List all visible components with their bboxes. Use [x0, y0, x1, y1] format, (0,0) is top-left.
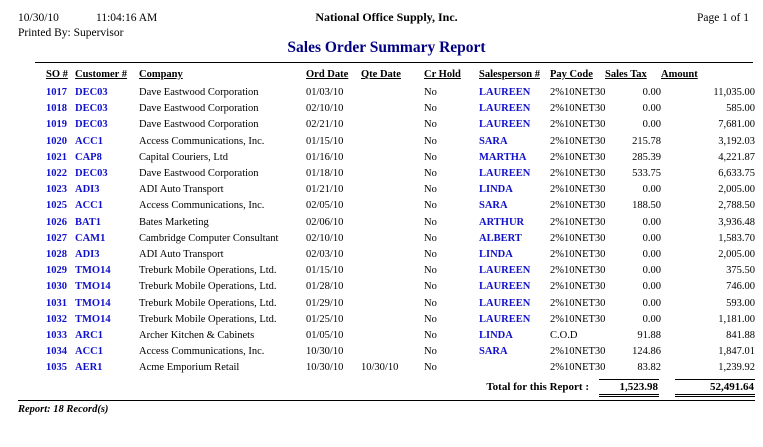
cell-company: Bates Marketing	[139, 216, 209, 228]
cell-pay-code: 2%10NET30	[550, 87, 605, 98]
cell-sales-tax: 533.75	[632, 168, 661, 180]
cell-customer: ACC1	[75, 135, 103, 147]
cell-salesperson: LAUREEN	[479, 265, 531, 277]
cell-so-number: 1033	[46, 330, 67, 342]
cell-sales-tax: 0.00	[642, 249, 661, 261]
cell-pay-code: C.O.D	[550, 330, 578, 342]
cell-salesperson: SARA	[479, 135, 508, 147]
cell-sales-tax: 0.00	[642, 281, 661, 293]
column-header-customer: Customer #	[75, 69, 128, 80]
cell-sales-tax: 0.00	[642, 232, 661, 244]
cell-so-number: 1023	[46, 184, 67, 196]
cell-salesperson: LAUREEN	[479, 119, 531, 131]
table-row	[46, 85, 755, 101]
table-row	[46, 134, 755, 150]
cell-pay-code: 2%10NET30	[550, 216, 605, 228]
cell-ord-date: 01/15/10	[306, 265, 344, 277]
cell-cr-hold: No	[424, 297, 437, 309]
cell-qte-date	[361, 296, 424, 312]
cell-pay-code: 2%10NET30	[550, 346, 605, 358]
table-row	[46, 117, 755, 133]
cell-cr-hold: No	[424, 249, 437, 261]
cell-cr-hold: No	[424, 103, 437, 115]
company-name: National Office Supply, Inc.	[315, 10, 458, 24]
cell-so-number: 1026	[46, 216, 67, 228]
cell-company: Treburk Mobile Operations, Ltd.	[139, 281, 277, 293]
cell-so-number: 1019	[46, 119, 67, 131]
report-date: 10/30/10	[18, 12, 59, 24]
column-header-pay-code: Pay Code	[550, 69, 593, 80]
cell-sales-tax: 0.00	[642, 265, 661, 277]
table-row	[46, 231, 755, 247]
cell-salesperson: LAUREEN	[479, 103, 531, 115]
cell-customer: DEC03	[75, 168, 108, 180]
cell-so-number: 1017	[46, 87, 67, 98]
cell-so-number: 1022	[46, 168, 67, 180]
cell-company: Access Communications, Inc.	[139, 346, 265, 358]
cell-cr-hold: No	[424, 200, 437, 212]
cell-cr-hold: No	[424, 362, 437, 374]
report-totals-row	[18, 379, 755, 397]
cell-qte-date	[361, 85, 424, 101]
cell-qte-date	[361, 215, 424, 231]
cell-so-number: 1031	[46, 297, 67, 309]
cell-pay-code: 2%10NET30	[550, 232, 605, 244]
cell-sales-tax: 0.00	[642, 313, 661, 325]
cell-so-number: 1018	[46, 103, 67, 115]
cell-so-number: 1035	[46, 362, 67, 374]
report-header-row	[18, 10, 755, 25]
cell-sales-tax: 285.39	[632, 151, 661, 163]
cell-customer: ACC1	[75, 346, 103, 358]
total-label: Total for this Report :	[486, 380, 589, 393]
cell-customer: CAP8	[75, 151, 102, 163]
cell-ord-date: 02/06/10	[306, 216, 344, 228]
cell-so-number: 1029	[46, 265, 67, 277]
cell-company: Dave Eastwood Corporation	[139, 168, 259, 180]
cell-amount: 2,005.00	[718, 184, 755, 196]
cell-customer: AER1	[75, 362, 103, 374]
table-row	[46, 328, 755, 344]
cell-cr-hold: No	[424, 281, 437, 293]
cell-ord-date: 01/16/10	[306, 151, 344, 163]
cell-pay-code: 2%10NET30	[550, 362, 605, 374]
cell-so-number: 1034	[46, 346, 67, 358]
cell-company: Treburk Mobile Operations, Ltd.	[139, 297, 277, 309]
table-row	[46, 296, 755, 312]
cell-ord-date: 01/28/10	[306, 281, 344, 293]
cell-qte-date	[361, 328, 424, 344]
cell-pay-code: 2%10NET30	[550, 168, 605, 180]
cell-salesperson: LAUREEN	[479, 313, 531, 325]
cell-company: Treburk Mobile Operations, Ltd.	[139, 265, 277, 277]
cell-ord-date: 02/05/10	[306, 200, 344, 212]
cell-company: Access Communications, Inc.	[139, 200, 265, 212]
footer-divider	[18, 400, 755, 401]
table-row	[46, 247, 755, 263]
cell-salesperson: LAUREEN	[479, 168, 531, 180]
table-row	[46, 312, 755, 328]
table-row	[46, 279, 755, 295]
cell-pay-code: 2%10NET30	[550, 281, 605, 293]
cell-salesperson: LINDA	[479, 330, 513, 342]
cell-customer: TMO14	[75, 297, 111, 309]
cell-so-number: 1021	[46, 151, 67, 163]
cell-sales-tax: 0.00	[642, 184, 661, 196]
column-header-amount: Amount	[661, 69, 698, 80]
cell-qte-date	[361, 198, 424, 214]
cell-company: Treburk Mobile Operations, Ltd.	[139, 313, 277, 325]
page-indicator: Page 1 of 1	[696, 12, 749, 24]
cell-customer: TMO14	[75, 281, 111, 293]
cell-ord-date: 10/30/10	[306, 346, 344, 358]
cell-cr-hold: No	[424, 346, 437, 358]
cell-pay-code: 2%10NET30	[550, 119, 605, 131]
cell-sales-tax: 0.00	[642, 103, 661, 115]
table-body	[46, 85, 755, 377]
record-count: Report: 18 Record(s)	[18, 403, 109, 415]
cell-so-number: 1030	[46, 281, 67, 293]
column-header-qte-date: Qte Date	[361, 69, 401, 80]
cell-sales-tax: 0.00	[642, 297, 661, 309]
table-row	[46, 263, 755, 279]
cell-amount: 3,936.48	[718, 216, 755, 228]
cell-sales-tax: 83.82	[637, 362, 661, 374]
table-row	[46, 101, 755, 117]
cell-ord-date: 01/29/10	[306, 297, 344, 309]
column-header-ord-date: Ord Date	[306, 69, 349, 80]
column-header-company: Company	[139, 69, 183, 80]
cell-amount: 585.00	[726, 103, 755, 115]
cell-cr-hold: No	[424, 151, 437, 163]
cell-customer: TMO14	[75, 313, 111, 325]
cell-sales-tax: 0.00	[642, 216, 661, 228]
cell-ord-date: 10/30/10	[306, 362, 344, 374]
cell-salesperson: LINDA	[479, 184, 513, 196]
cell-salesperson: SARA	[479, 346, 508, 358]
cell-qte-date	[361, 166, 424, 182]
table-row	[46, 360, 755, 376]
cell-qte-date	[361, 231, 424, 247]
cell-qte-date	[361, 134, 424, 150]
cell-company: ADI Auto Transport	[139, 249, 224, 261]
cell-pay-code: 2%10NET30	[550, 103, 605, 115]
report-title: Sales Order Summary Report	[287, 39, 486, 56]
cell-amount: 1,847.01	[718, 346, 755, 358]
cell-salesperson: LINDA	[479, 249, 513, 261]
cell-company: Dave Eastwood Corporation	[139, 87, 259, 98]
cell-company: Dave Eastwood Corporation	[139, 119, 259, 131]
cell-pay-code: 2%10NET30	[550, 135, 605, 147]
cell-salesperson: ALBERT	[479, 232, 522, 244]
cell-cr-hold: No	[424, 216, 437, 228]
header-divider	[35, 62, 753, 63]
cell-cr-hold: No	[424, 232, 437, 244]
cell-qte-date	[361, 150, 424, 166]
cell-qte-date	[361, 312, 424, 328]
cell-customer: CAM1	[75, 232, 106, 244]
cell-sales-tax: 0.00	[642, 87, 661, 98]
cell-amount: 7,681.00	[718, 119, 755, 131]
cell-amount: 1,583.70	[718, 232, 755, 244]
cell-ord-date: 02/21/10	[306, 119, 344, 131]
table-row	[46, 344, 755, 360]
cell-ord-date: 01/18/10	[306, 168, 344, 180]
table-row	[46, 182, 755, 198]
column-header-so: SO #	[46, 69, 68, 80]
cell-salesperson	[479, 360, 550, 376]
cell-qte-date	[361, 247, 424, 263]
cell-amount: 593.00	[726, 297, 755, 309]
cell-amount: 4,221.87	[718, 151, 755, 163]
table-row	[46, 166, 755, 182]
report-time: 11:04:16 AM	[96, 12, 158, 24]
cell-company: Access Communications, Inc.	[139, 135, 265, 147]
cell-ord-date: 01/05/10	[306, 330, 344, 342]
cell-amount: 11,035.00	[713, 87, 755, 98]
cell-cr-hold: No	[424, 184, 437, 196]
cell-customer: DEC03	[75, 103, 108, 115]
cell-cr-hold: No	[424, 330, 437, 342]
cell-so-number: 1027	[46, 232, 67, 244]
cell-company: ADI Auto Transport	[139, 184, 224, 196]
printed-by: Printed By: Supervisor	[18, 27, 124, 39]
cell-company: Dave Eastwood Corporation	[139, 103, 259, 115]
cell-amount: 2,005.00	[718, 249, 755, 261]
cell-pay-code: 2%10NET30	[550, 249, 605, 261]
cell-qte-date	[361, 117, 424, 133]
total-sales-tax: 1,523.98	[599, 379, 659, 397]
cell-customer: TMO14	[75, 265, 111, 277]
cell-company: Capital Couriers, Ltd	[139, 151, 228, 163]
table-row	[46, 198, 755, 214]
cell-sales-tax: 124.86	[632, 346, 661, 358]
cell-amount: 2,788.50	[718, 200, 755, 212]
cell-pay-code: 2%10NET30	[550, 297, 605, 309]
cell-so-number: 1020	[46, 135, 67, 147]
cell-cr-hold: No	[424, 135, 437, 147]
cell-salesperson: LAUREEN	[479, 281, 531, 293]
cell-cr-hold: No	[424, 313, 437, 325]
cell-company: Acme Emporium Retail	[139, 362, 240, 374]
cell-cr-hold: No	[424, 168, 437, 180]
cell-salesperson: LAUREEN	[479, 297, 531, 309]
cell-ord-date: 01/03/10	[306, 87, 344, 98]
cell-sales-tax: 91.88	[637, 330, 661, 342]
cell-qte-date	[361, 263, 424, 279]
header-left	[18, 12, 315, 24]
cell-amount: 841.88	[726, 330, 755, 342]
cell-sales-tax: 188.50	[632, 200, 661, 212]
cell-qte-date	[361, 101, 424, 117]
cell-ord-date: 01/25/10	[306, 313, 344, 325]
cell-amount: 1,239.92	[718, 362, 755, 374]
cell-company: Cambridge Computer Consultant	[139, 232, 279, 244]
cell-pay-code: 2%10NET30	[550, 313, 605, 325]
cell-customer: ADI3	[75, 184, 100, 196]
cell-qte-date: 10/30/10	[361, 362, 399, 374]
cell-so-number: 1025	[46, 200, 67, 212]
table-header-row	[46, 69, 755, 85]
cell-amount: 3,192.03	[718, 135, 755, 147]
cell-customer: ARC1	[75, 330, 103, 342]
cell-customer: ACC1	[75, 200, 103, 212]
table-row	[46, 215, 755, 231]
cell-pay-code: 2%10NET30	[550, 151, 605, 163]
cell-qte-date	[361, 344, 424, 360]
column-header-sales-tax: Sales Tax	[605, 69, 647, 80]
cell-ord-date: 02/03/10	[306, 249, 344, 261]
cell-salesperson: SARA	[479, 200, 508, 212]
cell-salesperson: LAUREEN	[479, 87, 531, 98]
cell-pay-code: 2%10NET30	[550, 200, 605, 212]
sales-order-table	[46, 69, 755, 377]
cell-amount: 746.00	[726, 281, 755, 293]
cell-ord-date: 01/21/10	[306, 184, 344, 196]
table-row	[46, 150, 755, 166]
column-header-salesperson: Salesperson #	[479, 69, 540, 80]
cell-ord-date: 02/10/10	[306, 103, 344, 115]
cell-sales-tax: 0.00	[642, 119, 661, 131]
cell-customer: ADI3	[75, 249, 100, 261]
cell-cr-hold: No	[424, 265, 437, 277]
cell-cr-hold: No	[424, 87, 437, 98]
cell-customer: DEC03	[75, 119, 108, 131]
column-header-cr-hold: Cr Hold	[424, 69, 461, 80]
cell-qte-date	[361, 182, 424, 198]
cell-qte-date	[361, 279, 424, 295]
cell-company: Archer Kitchen & Cabinets	[139, 330, 255, 342]
cell-salesperson: ARTHUR	[479, 216, 525, 228]
total-amount: 52,491.64	[675, 379, 755, 397]
cell-customer: BAT1	[75, 216, 102, 228]
cell-sales-tax: 215.78	[632, 135, 661, 147]
cell-pay-code: 2%10NET30	[550, 184, 605, 196]
cell-ord-date: 02/10/10	[306, 232, 344, 244]
cell-amount: 1,181.00	[718, 313, 755, 325]
cell-so-number: 1028	[46, 249, 67, 261]
cell-so-number: 1032	[46, 313, 67, 325]
cell-cr-hold: No	[424, 119, 437, 131]
cell-amount: 375.50	[726, 265, 755, 277]
cell-pay-code: 2%10NET30	[550, 265, 605, 277]
cell-amount: 6,633.75	[718, 168, 755, 180]
cell-ord-date: 01/15/10	[306, 135, 344, 147]
cell-salesperson: MARTHA	[479, 151, 527, 163]
cell-customer: DEC03	[75, 87, 108, 98]
